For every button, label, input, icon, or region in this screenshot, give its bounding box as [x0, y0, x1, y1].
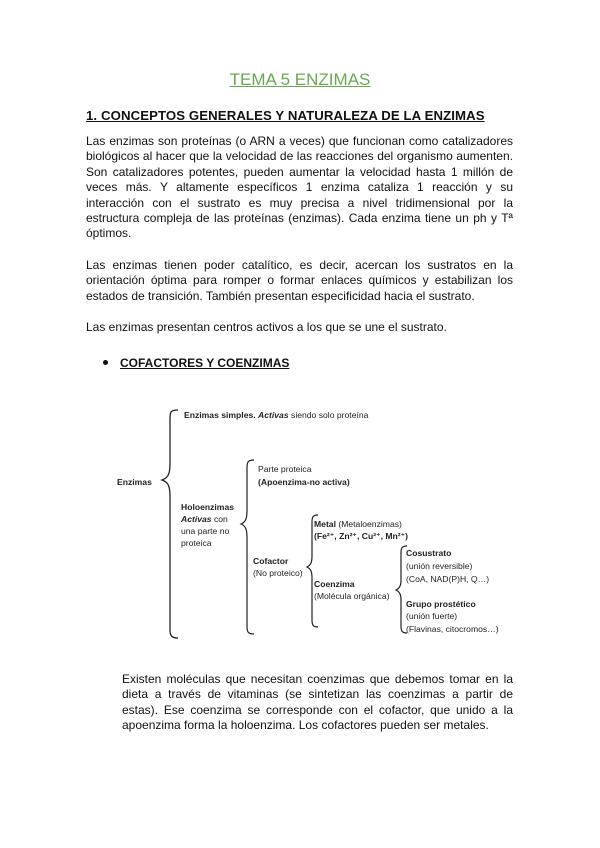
diagram-union-fuerte: (unión fuerte)	[406, 611, 458, 621]
diagram-holoenzimas-line3: proteica	[181, 538, 212, 548]
brace-holoenzimas	[241, 460, 254, 634]
bullet-item	[103, 356, 289, 370]
diagram-parte-proteica: Parte proteica	[258, 464, 312, 474]
diagram-coenzima: Coenzima	[314, 579, 355, 589]
paragraph-vitamins: Existen moléculas que necesitan coenzimas que debemos tomar en la dieta a través de vitaminas (se sintetizan las coenzimas a partir de estas). Ese coenzima se corresponde con el cofactor, que unido a la apoenzima forma la holoenzima. Los cofactores pueden ser metales.	[122, 672, 513, 733]
diagram-cofactor: Cofactor	[253, 556, 289, 566]
brace-enzimas	[162, 410, 178, 638]
diagram-holoenzimas-line2: una parte no	[181, 526, 230, 536]
diagram-cosustrato-examples: (CoA, NAD(P)H, Q…)	[406, 574, 490, 584]
diagram-grupo-prostetico: Grupo prostético	[406, 599, 476, 609]
diagram-metal: Metal (Metaloenzimas)	[314, 519, 402, 529]
diagram-holoenzimas-title: Holoenzimas	[181, 502, 235, 512]
enzyme-classification-diagram	[100, 398, 520, 648]
bullet-dot-icon	[103, 360, 108, 365]
diagram-union-reversible: (unión reversible)	[406, 561, 473, 571]
section-heading: 1. CONCEPTOS GENERALES Y NATURALEZA DE LA ENZIMAS	[86, 108, 485, 123]
paragraph-definition: Las enzimas son proteínas (o ARN a veces) que funcionan como catalizadores biológicos al hacer que la velocidad de las reacciones del organismo aumenten. Son catalizadores potentes, pueden aumentar la velocidad hasta 1 millón de veces más. Y altamente específicos 1 enzima cataliza 1 reacción y su interacción con el sustrato es muy precisa a nivel tridimensional por la estructura compleja de las proteínas (enzimas). Cada enzima tiene un ph y Tª óptimos.	[86, 134, 513, 241]
diagram-root-label: Enzimas	[117, 477, 152, 487]
diagram-apoenzima: (Apoenzima-no activa)	[258, 477, 350, 487]
diagram-no-proteico: (No proteico)	[253, 568, 303, 578]
bullet-heading: COFACTORES Y COENZIMAS	[120, 356, 290, 370]
page-title: TEMA 5 ENZIMAS	[229, 70, 371, 89]
paragraph-catalytic-power: Las enzimas tienen poder catalítico, es decir, acercan los sustratos en la orientación óptima para romper o formar enlaces químicos y estabilizan los estados de transición. También presentan especificidad hacia el sustrato.	[86, 258, 513, 303]
paragraph-active-sites: Las enzimas presentan centros activos a los que se une el sustrato.	[86, 320, 447, 334]
diagram-grupo-examples: (Flavinas, citocromos…)	[406, 624, 499, 634]
diagram-cosustrato: Cosustrato	[406, 548, 452, 558]
diagram-molecula-organica: (Molécula orgánica)	[314, 591, 390, 601]
diagram-enzimas-simples: Enzimas simples. Activas siendo solo proteína	[184, 410, 369, 420]
diagram-metal-ions: (Fe²⁺, Zn²⁺, Cu²⁺, Mn²⁺)	[314, 531, 409, 541]
diagram-holoenzimas-line1: Activas con	[181, 514, 228, 524]
